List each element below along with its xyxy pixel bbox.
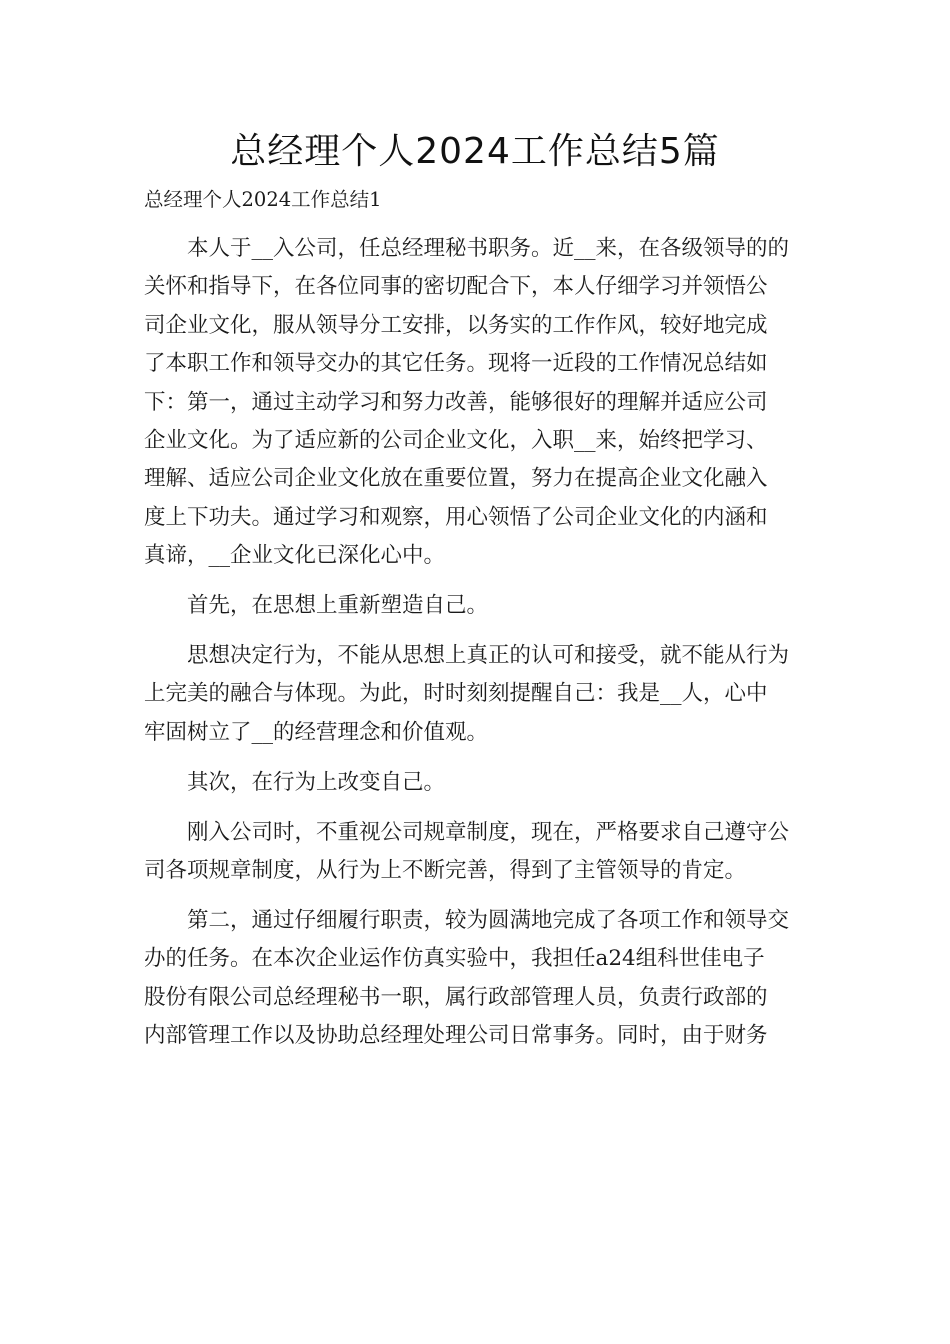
section-heading: 总经理个人2024工作总结1	[144, 188, 382, 211]
text-line: 度上下功夫。通过学习和观察，用心领悟了公司企业文化的内涵和	[144, 504, 768, 530]
paragraph	[144, 814, 806, 891]
text-line: 股份有限公司总经理秘书一职，属行政部管理人员，负责行政部的	[144, 984, 768, 1010]
text-line: 刚入公司时，不重视公司规章制度，现在，严格要求自己遵守公	[187, 819, 790, 845]
text-line: 首先，在思想上重新塑造自己。	[187, 593, 489, 619]
text-line: 了本职工作和领导交办的其它任务。现将一近段的工作情况总结如	[144, 351, 768, 377]
text-line: 司各项规章制度，从行为上不断完善，得到了主管领导的肯定。	[144, 858, 747, 884]
text-line: 司企业文化，服从领导分工安排，以务实的工作作风，较好地完成	[144, 312, 768, 338]
text-line: 牢固树立了__的经营理念和价值观。	[144, 719, 489, 745]
text-line: 真谛，__企业文化已深化心中。	[144, 543, 446, 569]
text-line: 其次，在行为上改变自己。	[187, 769, 446, 795]
text-line: 下：第一，通过主动学习和努力改善，能够很好的理解并适应公司	[144, 389, 768, 415]
text-line: 本人于__入公司，任总经理秘书职务。近__来，在各级领导的的	[187, 236, 790, 261]
document-title: 总经理个人2024工作总结5篇	[230, 131, 720, 172]
paragraph	[144, 902, 806, 1056]
body-text	[144, 230, 806, 1056]
text-line: 上完美的融合与体现。为此，时时刻刻提醒自己：我是__人，心中	[144, 681, 768, 707]
text-line: 关怀和指导下，在各位同事的密切配合下，本人仔细学习并领悟公	[144, 274, 768, 300]
text-line: 理解、适应公司企业文化放在重要位置，努力在提高企业文化融入	[144, 466, 768, 492]
text-line: 办的任务。在本次企业运作仿真实验中，我担任a24组科世佳电子	[144, 946, 765, 972]
paragraph	[144, 637, 806, 752]
text-line: 第二，通过仔细履行职责，较为圆满地完成了各项工作和领导交	[187, 908, 790, 933]
text-line: 思想决定行为，不能从思想上真正的认可和接受，就不能从行为	[187, 643, 790, 669]
text-line: 内部管理工作以及协助总经理处理公司日常事务。同时，由于财务	[144, 1023, 768, 1049]
document-page	[144, 124, 806, 1067]
paragraph	[144, 230, 806, 576]
text-line: 企业文化。为了适应新的公司企业文化，入职__来，始终把学习、	[144, 428, 768, 454]
paragraph	[144, 764, 806, 802]
paragraph	[144, 587, 806, 625]
